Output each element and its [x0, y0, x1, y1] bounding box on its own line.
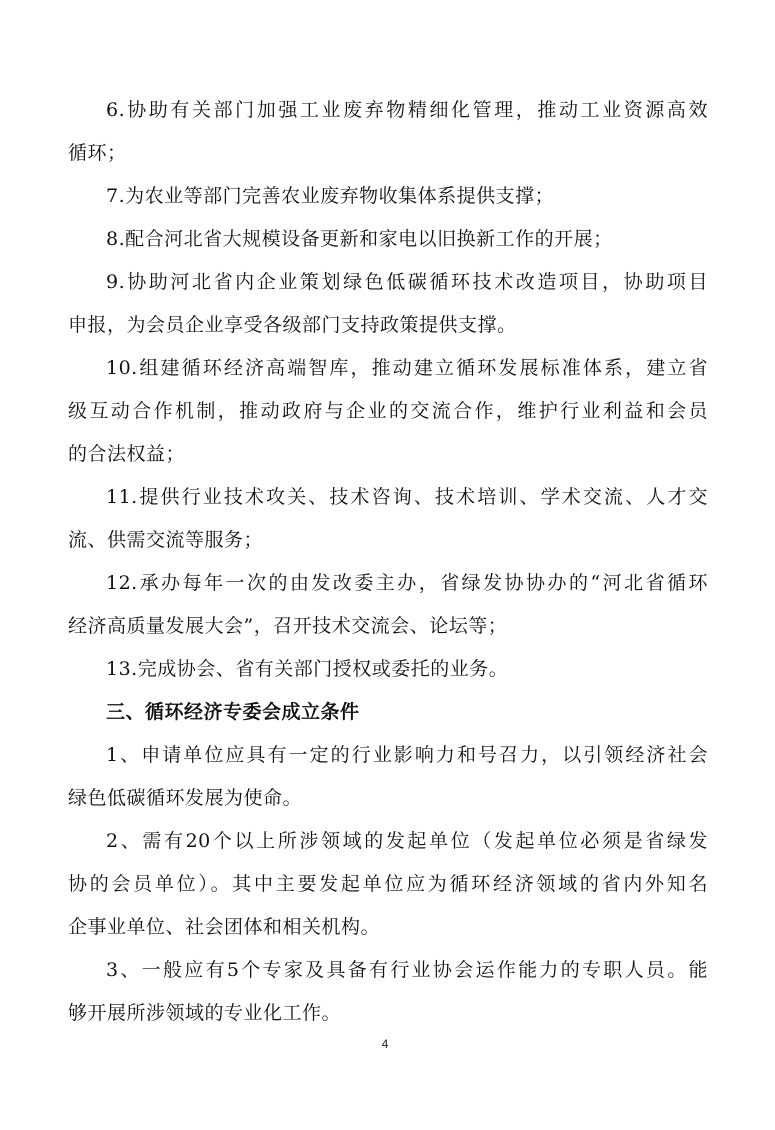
- paragraph-11-line-1: 11.提供行业技术攻关、技术咨询、技术培训、学术交流、人才交: [106, 486, 708, 508]
- section-heading-3: 三、循环经济专委会成立条件: [106, 701, 360, 723]
- condition-3-line-1: 3、一般应有5个专家及具备有行业协会运作能力的专职人员。能: [106, 959, 708, 981]
- page-number: 4: [381, 1037, 389, 1051]
- paragraph-13: 13.完成协会、省有关部门授权或委托的业务。: [106, 658, 509, 680]
- paragraph-8: 8.配合河北省大规模设备更新和家电以旧换新工作的开展；: [106, 228, 613, 250]
- condition-2-line-3: 企事业单位、社会团体和相关机构。: [68, 916, 381, 938]
- paragraph-11-line-2: 流、供需交流等服务；: [68, 529, 264, 551]
- paragraph-12-line-2: 经济高质量发展大会”，召开技术交流会、论坛等；: [68, 615, 508, 637]
- paragraph-10-line-2: 级互动合作机制，推动政府与企业的交流合作，维护行业利益和会员: [68, 400, 708, 422]
- paragraph-10-line-1: 10.组建循环经济高端智库，推动建立循环发展标准体系，建立省: [106, 357, 708, 379]
- condition-1-line-2: 绿色低碳循环发展为使命。: [68, 787, 303, 809]
- condition-2-line-2: 协的会员单位）。其中主要发起单位应为循环经济领域的省内外知名: [68, 873, 708, 895]
- paragraph-9-line-2: 申报，为会员企业享受各级部门支持政策提供支撑。: [68, 314, 517, 336]
- condition-2-line-1: 2、需有20个以上所涉领域的发起单位（发起单位必须是省绿发: [106, 830, 708, 852]
- paragraph-6-line-1: 6.协助有关部门加强工业废弃物精细化管理，推动工业资源高效: [106, 99, 708, 121]
- condition-3-line-2: 够开展所涉领域的专业化工作。: [68, 1002, 342, 1024]
- condition-1-line-1: 1、申请单位应具有一定的行业影响力和号召力，以引领经济社会: [106, 744, 708, 766]
- paragraph-9-line-1: 9.协助河北省内企业策划绿色低碳循环技术改造项目，协助项目: [106, 271, 708, 293]
- paragraph-6-line-2: 循环；: [68, 142, 127, 164]
- paragraph-10-line-3: 的合法权益；: [68, 443, 186, 465]
- paragraph-7: 7.为农业等部门完善农业废弃物收集体系提供支撑；: [106, 185, 555, 207]
- paragraph-12-line-1: 12.承办每年一次的由发改委主办，省绿发协协办的“河北省循环: [106, 572, 708, 594]
